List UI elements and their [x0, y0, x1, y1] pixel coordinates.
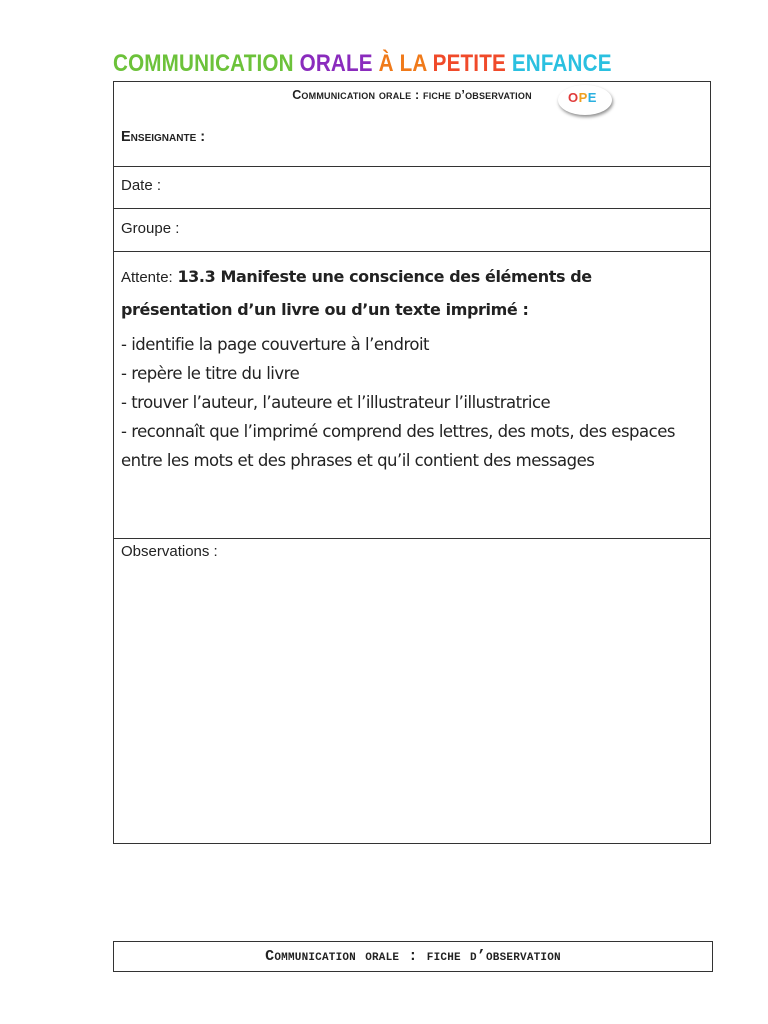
form-header-row	[114, 82, 710, 167]
date-row[interactable]	[114, 167, 710, 209]
page-banner	[113, 46, 629, 82]
group-row[interactable]	[114, 209, 710, 252]
observation-form	[113, 81, 711, 844]
expectation-text: 13.3 Manifeste une conscience des éléments de présentation d’un livre ou d’un texte imprimé :	[121, 267, 592, 319]
group-field-label: Groupe :	[121, 220, 180, 237]
next-page-header: Communication orale : fiche d’observation	[113, 941, 713, 972]
observations-row[interactable]	[114, 539, 710, 843]
banner-segment: À LA	[378, 50, 433, 77]
logo-letter: P	[578, 90, 588, 105]
form-title: Communication orale : fiche d’observation	[292, 88, 532, 102]
date-field-label: Date :	[121, 177, 162, 194]
expectation-heading	[121, 261, 691, 326]
expectation-prefix: Attente:	[121, 269, 173, 286]
criteria-item: - reconnaît que l’imprimé comprend des lettres, des mots, des espaces entre les mots et des phrases et qu’il contient des messages	[121, 422, 675, 470]
banner-segment: PETITE	[432, 50, 512, 77]
banner-segment: ENFANCE	[511, 50, 612, 77]
logo-letters	[568, 90, 597, 105]
teacher-field-label: Enseignante :	[121, 129, 206, 145]
banner-segment: COMMUNICATION	[113, 50, 300, 77]
banner-segment: ORALE	[299, 50, 379, 77]
cope-logo	[554, 82, 616, 118]
criteria-item: - trouver l’auteur, l’auteure et l’illustrateur l’illustratrice	[121, 393, 551, 412]
logo-letter: E	[587, 90, 597, 105]
logo-letter: O	[568, 90, 579, 105]
criteria-list	[121, 330, 706, 475]
criteria-item: - repère le titre du livre	[121, 364, 300, 383]
expectation-row	[114, 252, 710, 539]
criteria-item: - identifie la page couverture à l’endroit	[121, 335, 430, 354]
observations-label: Observations :	[121, 543, 218, 560]
